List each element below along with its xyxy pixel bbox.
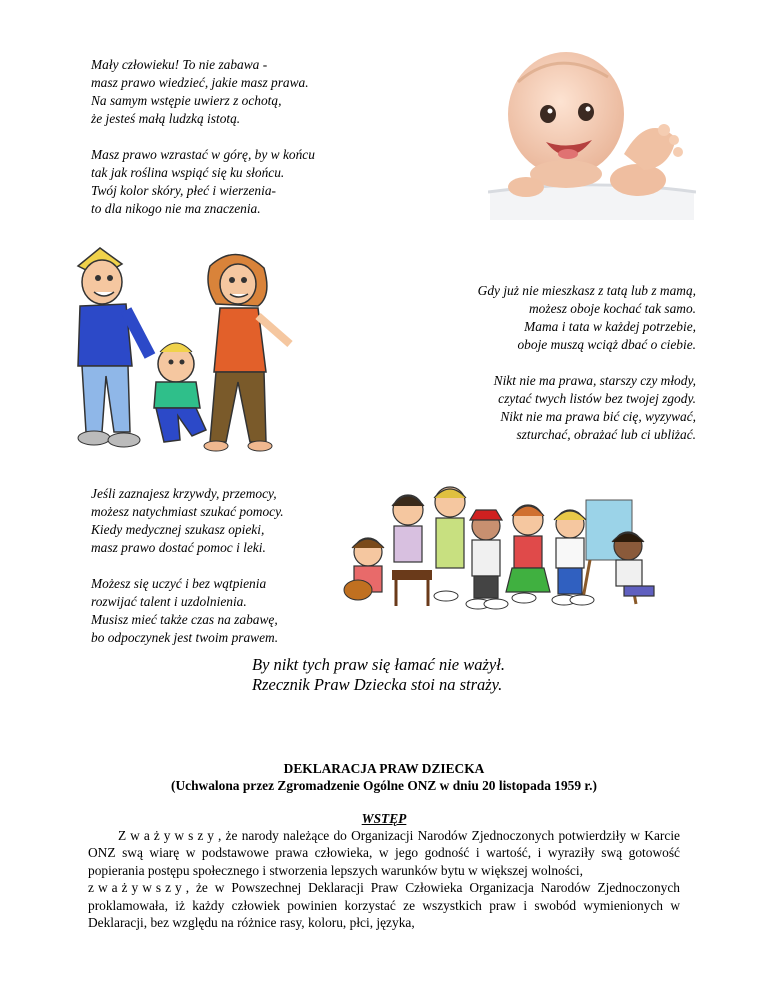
poem-closing-line: Rzecznik Praw Dziecka stoi na straży. xyxy=(252,675,503,694)
spaced-word: Zważywszy xyxy=(118,828,218,843)
poem-closing xyxy=(252,655,505,695)
poem-line: Mały człowieku! To nie zabawa - xyxy=(91,57,268,72)
intro-heading: WSTĘP xyxy=(361,811,407,826)
paragraph xyxy=(88,879,680,931)
poem-line: Mama i tata w każdej potrzebie, xyxy=(524,319,696,334)
poem-line: to dla nikogo nie ma znaczenia. xyxy=(91,201,261,216)
poem-line: rozwijać talent i uzdolnienia. xyxy=(91,594,247,609)
poem-stanza-5 xyxy=(91,485,284,647)
poem-line: możesz oboje kochać tak samo. xyxy=(529,301,696,316)
poem-line: Kiedy medycznej szukasz opieki, xyxy=(91,522,265,537)
paragraph-text: , że w Powszechnej Deklaracji Praw Człowieka Organizacja Narodów Zjednoczonych proklamowała, iż każdy człowiek powinien korzystać ze wszystkich praw i swobód wymienionych w Deklaracji, bez względu na różnice rasy, koloru, płci, języka, xyxy=(88,880,680,931)
poem-stanza-1 xyxy=(91,56,315,218)
poem-line: Możesz się uczyć i bez wątpienia xyxy=(91,576,267,591)
poem-line: czytać twych listów bez twojej zgody. xyxy=(498,391,696,406)
poem-line: Masz prawo wzrastać w górę, by w końcu xyxy=(91,147,315,162)
poem-line: Jeśli zaznajesz krzywdy, przemocy, xyxy=(91,486,277,501)
poem-line: masz prawo dostać pomoc i leki. xyxy=(91,540,266,555)
poem-line: Na samym wstępie uwierz z ochotą, xyxy=(91,93,282,108)
spaced-word: zważywszy xyxy=(88,880,186,896)
poem-line: Musisz mieć także czas na zabawę, xyxy=(91,612,278,627)
poem-line: tak jak roślina wspiąć się ku słońcu. xyxy=(91,165,285,180)
poem-line: możesz natychmiast szukać pomocy. xyxy=(91,504,284,519)
poem-line: Gdy już nie mieszkasz z tatą lub z mamą, xyxy=(477,283,696,298)
declaration-title: DEKLARACJA PRAW DZIECKA xyxy=(283,761,485,776)
poem-line: Nikt nie ma prawa bić cię, wyzywać, xyxy=(500,409,696,424)
declaration-heading xyxy=(0,760,768,794)
poem-line: że jesteś małą ludzką istotą. xyxy=(91,111,241,126)
baby-photo xyxy=(488,42,696,220)
poem-line: szturchać, obrażać lub ci ubliżać. xyxy=(516,427,696,442)
poem-closing-line: By nikt tych praw się łamać nie ważył. xyxy=(252,655,505,674)
declaration-subtitle: (Uchwalona przez Zgromadzenie Ogólne ONZ w dniu 20 listopada 1959 r.) xyxy=(171,778,597,793)
family-illustration xyxy=(60,246,310,466)
paragraph-text: , że narody należące do Organizacji Narodów Zjednoczonych potwierdziły w Karcie ONZ swą wiarę w podstawowe prawa człowieka, w jego godność i wartość, i wyraziły swą gotowość popierania postępu społecznego i stworzenia lepszych warunków bytu w większej wolności, xyxy=(88,828,680,878)
poem-line: Nikt nie ma prawa, starszy czy młody, xyxy=(493,373,696,388)
poem-line: Twój kolor skóry, płeć i wierzenia- xyxy=(91,183,276,198)
declaration-body xyxy=(88,827,680,931)
poem-line: oboje muszą wciąż dbać o ciebie. xyxy=(517,337,696,352)
poem-line: bo odpoczynek jest twoim prawem. xyxy=(91,630,279,645)
poem-line: masz prawo wiedzieć, jakie masz prawa. xyxy=(91,75,309,90)
paragraph xyxy=(88,827,680,879)
poem-stanza-3 xyxy=(478,282,696,444)
children-illustration xyxy=(328,482,668,612)
